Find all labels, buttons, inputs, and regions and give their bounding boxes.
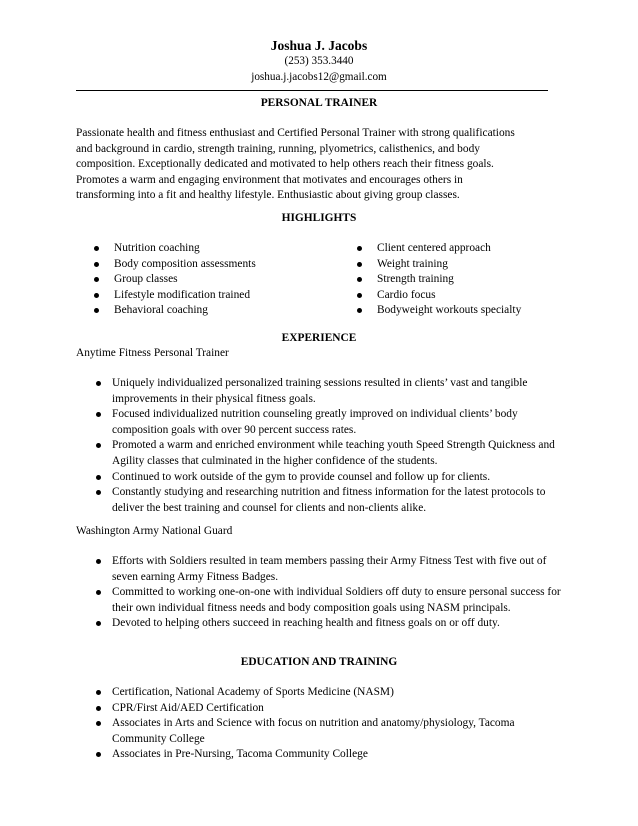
list-item: Promoted a warm and enriched environment while teaching youth Speed Strength Quickness and Agility classes that culminated in the higher confidence of the students. <box>94 438 564 469</box>
job-title: Washington Army National Guard <box>76 525 233 537</box>
summary-line: Passionate health and fitness enthusiast and Certified Personal Trainer with strong qualifications <box>76 127 515 139</box>
summary-line: and background in cardio, strength training, running, plyometrics, calisthenics, and body <box>76 142 480 155</box>
list-item: Weight training <box>355 257 555 273</box>
list-item: Body composition assessments <box>92 257 342 273</box>
list-item: Behavioral coaching <box>92 303 342 319</box>
list-item: Strength training <box>355 272 555 288</box>
summary-line: transforming into a fit and healthy lifestyle. Enthusiastic about giving group classes. <box>76 189 460 202</box>
header-divider <box>76 90 548 91</box>
phone-number: (253) 353.3440 <box>284 55 354 67</box>
education-list <box>94 685 564 763</box>
email-address: joshua.j.jacobs12@gmail.com <box>251 70 387 83</box>
list-item: Focused individualized nutrition counseling greatly improved on individual clients’ body composition goals with over 90 percent success rates. <box>94 407 564 438</box>
list-item: Constantly studying and researching nutrition and fitness information for the latest protocols to deliver the best training and counsel for clients and non-clients alike. <box>94 485 564 516</box>
list-item: Committed to working one-on-one with individual Soldiers off duty to ensure personal success for their own individual fitness needs and body composition goals using NASM principals. <box>94 585 564 616</box>
list-item: Lifestyle modification trained <box>92 288 342 304</box>
list-item: CPR/First Aid/AED Certification <box>94 701 564 717</box>
job-title: Anytime Fitness Personal Trainer <box>76 347 229 359</box>
highlights-heading: HIGHLIGHTS <box>281 212 357 224</box>
experience-heading: EXPERIENCE <box>281 332 357 344</box>
job-bullets <box>94 376 564 516</box>
list-item: Associates in Arts and Science with focus on nutrition and anatomy/physiology, Tacoma Community College <box>94 716 564 747</box>
list-item: Cardio focus <box>355 288 555 304</box>
summary-line: composition. Exceptionally dedicated and motivated to help others reach their fitness goals. <box>76 158 494 171</box>
list-item: Continued to work outside of the gym to provide counsel and follow up for clients. <box>94 470 564 486</box>
summary-paragraph <box>76 126 550 204</box>
list-item: Bodyweight workouts specialty <box>355 303 555 319</box>
list-item: Nutrition coaching <box>92 241 342 257</box>
resume-header <box>0 38 638 85</box>
objective-heading: PERSONAL TRAINER <box>260 97 378 109</box>
list-item: Efforts with Soldiers resulted in team members passing their Army Fitness Test with five out of seven earning Army Fitness Badges. <box>94 554 564 585</box>
list-item: Devoted to helping others succeed in reaching health and fitness goals on or off duty. <box>94 616 564 632</box>
list-item: Client centered approach <box>355 241 555 257</box>
list-item: Uniquely individualized personalized training sessions resulted in clients’ vast and tangible improvements in their physical fitness goals. <box>94 376 564 407</box>
list-item: Certification, National Academy of Sports Medicine (NASM) <box>94 685 564 701</box>
list-item: Group classes <box>92 272 342 288</box>
summary-line: Promotes a warm and engaging environment that motivates and encourages others in <box>76 173 463 186</box>
highlights-left-list <box>92 241 342 319</box>
job-bullets <box>94 554 564 632</box>
list-item: Associates in Pre-Nursing, Tacoma Community College <box>94 747 564 763</box>
highlights-right-list <box>355 241 555 319</box>
candidate-name: Joshua J. Jacobs <box>270 38 368 53</box>
education-heading: EDUCATION AND TRAINING <box>240 656 398 668</box>
